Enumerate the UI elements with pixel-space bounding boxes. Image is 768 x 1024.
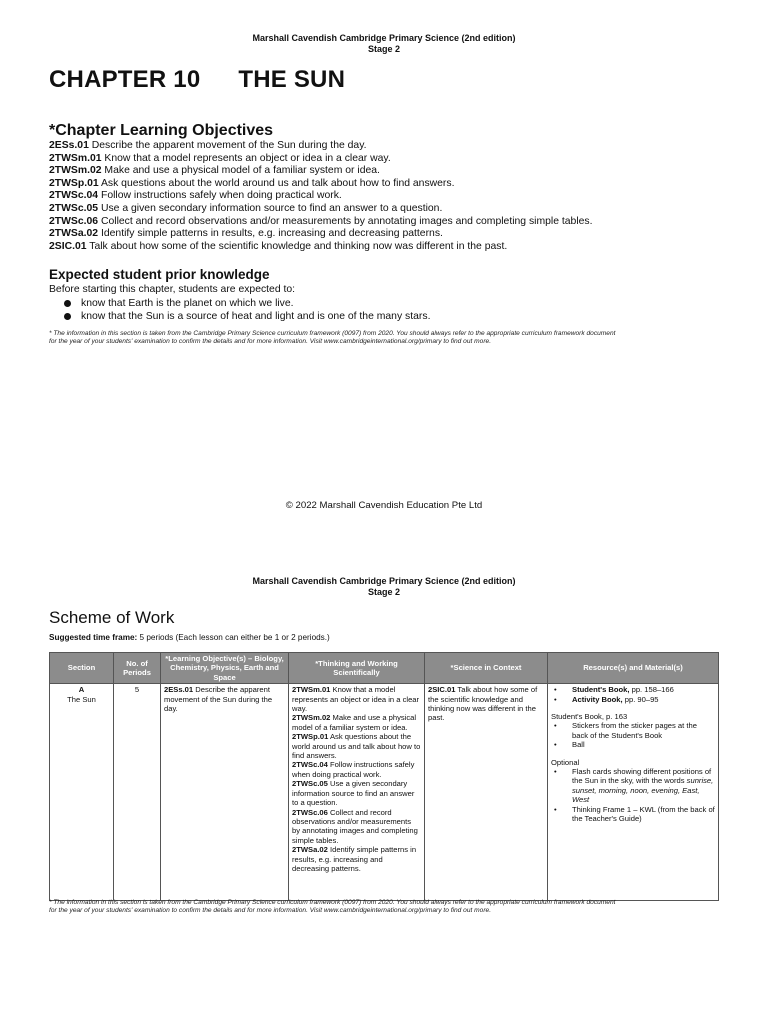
resource-item: • Activity Book, pp. 90–95 [551,695,715,704]
cell-section: A The Sun [50,684,114,901]
table-row [50,684,719,901]
cell-learning-objective: 2ESs.01 Describe the apparent movement of the Sun during the day. [161,684,289,901]
cell-science-context: 2SIC.01 Talk about how some of the scientific knowledge and thinking now was different in the past. [425,684,548,901]
header-stage: Stage 2 [367,587,400,597]
objective-item: 2TWSp.01 Ask questions about the world around us and talk about how to find answers. [49,177,455,189]
col-learning-objectives: *Learning Objective(s) – Biology, Chemistry, Physics, Earth and Space [161,653,289,684]
chapter-number: CHAPTER 10 [49,66,201,93]
copyright: © 2022 Marshall Cavendish Education Pte Ltd [285,500,483,511]
col-section: Section [50,653,114,684]
objective-item: 2TWSc.06 Collect and record observations and/or measurements by annotating images and completing simple tables. [49,215,593,227]
resource-item: • Student's Book, pp. 158–166 [551,685,715,694]
col-periods: No. of Periods [114,653,161,684]
chapter-heading [49,66,345,94]
header-title: Marshall Cavendish Cambridge Primary Science (2nd edition) [252,33,516,43]
footnote-2: * The information in this section is taken from the Cambridge Primary Science curriculum framework (0097) from 2020. You should always refer to the appropriate curriculum framework document for the year of your students' examination to confirm the details and for more information. Visit www.cambridgeinternational.org/primary to find out more. [49,899,616,915]
cell-periods: 5 [114,684,161,901]
prior-bullet: know that Earth is the planet on which we live. [49,297,739,310]
objective-item: 2TWSm.02 Make and use a physical model of a familiar system or idea. [49,165,380,177]
scheme-table [49,652,719,901]
prior-knowledge-heading: Expected student prior knowledge [49,267,270,282]
resource-item: • Thinking Frame 1 – KWL (from the back of the Teacher's Guide) [551,805,715,824]
page-header-2 [0,576,768,598]
resource-item: • Ball [551,740,715,749]
page-header [0,33,768,55]
col-science-context: *Science in Context [425,653,548,684]
header-title: Marshall Cavendish Cambridge Primary Science (2nd edition) [252,576,516,586]
resource-sb-163: Student's Book, p. 163 [551,712,628,722]
objective-item: 2TWSc.04 Follow instructions safely when doing practical work. [49,190,342,202]
header-stage: Stage 2 [367,44,400,54]
col-thinking-working: *Thinking and Working Scientifically [289,653,425,684]
time-frame: Suggested time frame: 5 periods (Each lesson can either be 1 or 2 periods.) [49,633,330,642]
resource-item: • Stickers from the sticker pages at the back of the Student's Book [551,721,715,740]
prior-bullet: know that the Sun is a source of heat and light and is one of the many stars. [49,310,739,323]
objectives-heading: *Chapter Learning Objectives [49,122,274,139]
objective-item: 2TWSc.05 Use a given secondary information source to find an answer to a question. [49,202,443,214]
objective-item: 2ESs.01 Describe the apparent movement of the Sun during the day. [49,140,367,151]
resource-optional: Optional [551,757,580,767]
cell-resources [548,684,719,901]
objective-item: 2TWSa.02 Identify simple patterns in results, e.g. increasing and decreasing patterns. [49,228,443,240]
prior-intro: Before starting this chapter, students are expected to: [49,284,296,295]
objectives-list [49,140,739,253]
objective-item: 2SIC.01 Talk about how some of the scientific knowledge and thinking now was different in the past. [49,240,508,252]
chapter-title: THE SUN [238,66,346,93]
footnote: * The information in this section is taken from the Cambridge Primary Science curriculum framework (0097) from 2020. You should always refer to the appropriate curriculum framework document for the year of your students' examination to confirm the details and for more information. Visit www.cambridgeinternational.org/primary to find out more. [49,330,616,346]
table-header-row [50,653,719,684]
scheme-title: Scheme of Work [49,608,175,627]
prior-knowledge [49,284,739,323]
resource-item: • Flash cards showing different positions of the Sun in the sky, with the words sunrise, sunset, morning, noon, evening, East, West [551,767,715,805]
objective-item: 2TWSm.01 Know that a model represents an object or idea in a clear way. [49,152,391,164]
col-resources: Resource(s) and Material(s) [548,653,719,684]
cell-thinking-working: 2TWSm.01 Know that a model represents an object or idea in a clear way. 2TWSm.02 Make and use a physical model of a familiar system or idea. 2TWSp.01 Ask questions about the world around us and talk about how to find answers. 2TWSc.04 Follow instructions safely when doing practical work. 2TWSc.05 Use a given secondary information source to find an answer to a question. 2TWSc.06 Collect and record observations and/or measurements by annotating images and completing simple tables. 2TWSa.02 Identify simple patterns in results, e.g. increasing and decreasing patterns. [289,684,425,901]
